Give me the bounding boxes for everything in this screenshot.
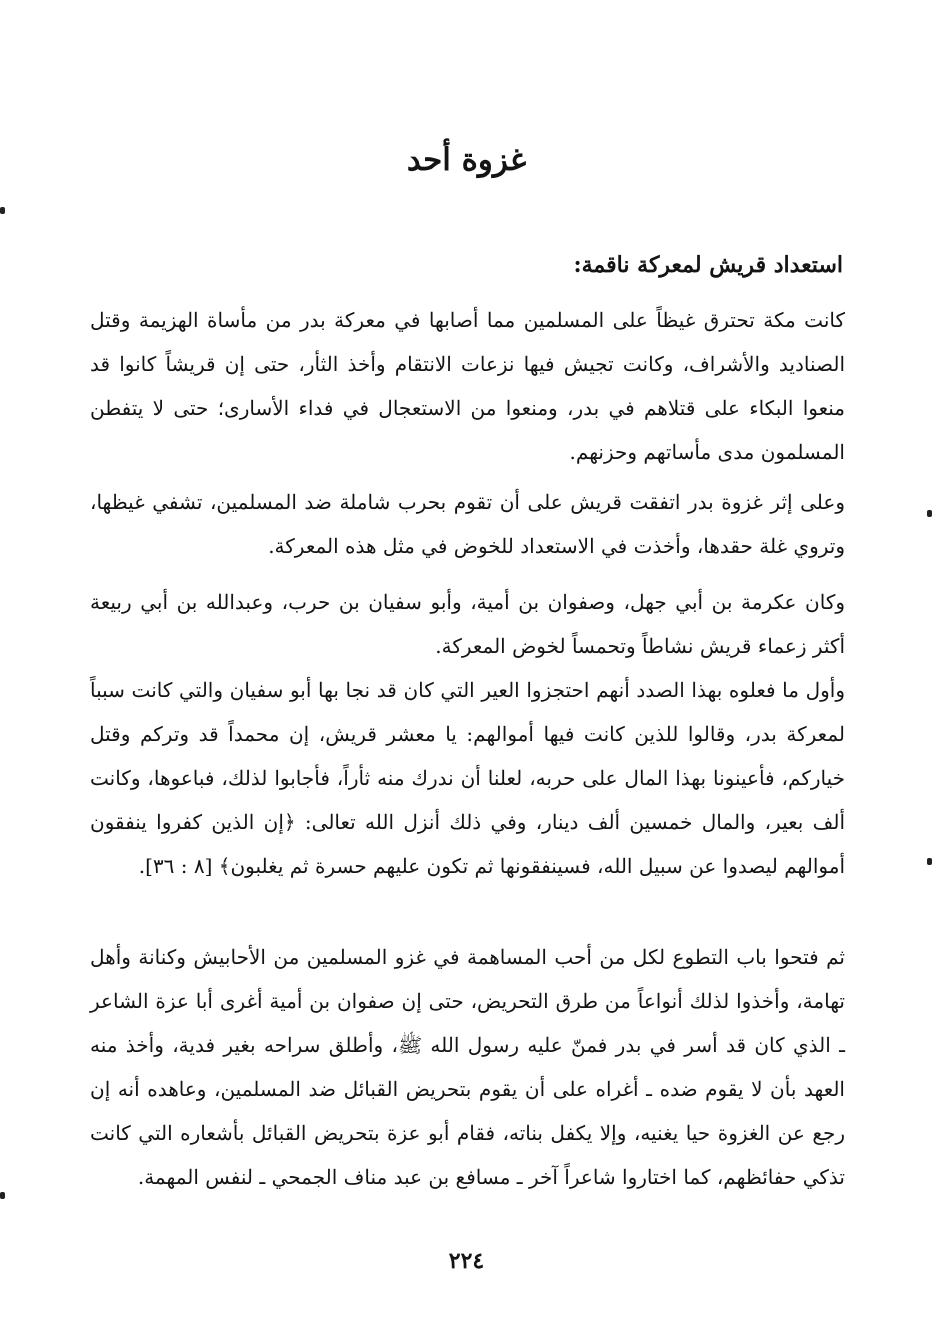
margin-mark — [0, 1192, 5, 1199]
page-number: ٢٢٤ — [448, 1248, 485, 1274]
margin-mark — [927, 510, 932, 517]
page-title: غزوة أحد — [406, 142, 527, 178]
paragraph: وكان عكرمة بن أبي جهل، وصفوان بن أمية، وأبو سفيان بن حرب، وعبدالله بن أبي ربيعة أكثر زعماء قريش نشاطاً وتحمساً لخوض المعركة. — [90, 590, 845, 658]
margin-mark — [0, 207, 5, 214]
paragraph: كانت مكة تحترق غيظاً على المسلمين مما أصابها في معركة بدر من مأساة الهزيمة وقتل الصناديد والأشراف، وكانت تجيش فيها نزعات الانتقام وأخذ الثأر، حتى إن قريشاً كانوا قد منعوا البكاء على قتلاهم في بدر، ومنعوا من الاستعجال في فداء الأسارى؛ حتى لا يتفطن المسلمون مدى مأساتهم وحزنهم. — [90, 308, 845, 464]
section-heading: استعداد قريش لمعركة ناقمة: — [573, 252, 843, 278]
margin-mark — [927, 858, 932, 865]
paragraph: وعلى إثر غزوة بدر اتفقت قريش على أن تقوم بحرب شاملة ضد المسلمين، تشفي غيظها، وتروي غلة حقدها، وأخذت في الاستعداد للخوض في مثل هذه المعركة. — [90, 490, 845, 558]
paragraph: وأول ما فعلوه بهذا الصدد أنهم احتجزوا العير التي كان قد نجا بها أبو سفيان والتي كانت سبباً لمعركة بدر، وقالوا للذين كانت فيها أموالهم: يا معشر قريش، إن محمداً قد وتركم وقتل خياركم، فأعينونا بهذا المال على حربه، لعلنا أن ندرك منه ثأراً، فأجابوا لذلك، فباعوها، وكانت ألف بعير، والمال خمسين ألف دينار، وفي ذلك أنزل الله تعالى: ﴿إن الذين كفروا ينفقون أموالهم ليصدوا عن سبيل الله، فسينفقونها ثم تكون عليهم حسرة ثم يغلبون﴾ [٨ : ٣٦]. — [90, 678, 845, 878]
paragraph: ثم فتحوا باب التطوع لكل من أحب المساهمة في غزو المسلمين من الأحابيش وكنانة وأهل تهامة، وأخذوا لذلك أنواعاً من طرق التحريض، حتى إن صفوان بن أمية أغرى أبا عزة الشاعر ـ الذي كان قد أسر في بدر فمنّ عليه رسول الله ﷺ، وأطلق سراحه بغير فدية، وأخذ منه العهد بأن لا يقوم ضده ـ أغراه على أن يقوم بتحريض القبائل ضد المسلمين، وعاهده أنه إن رجع عن الغزوة حيا يغنيه، وإلا يكفل بناته، فقام أبو عزة بتحريض القبائل بأشعاره التي كانت تذكي حفائظهم، كما اختاروا شاعراً آخر ـ مسافع بن عبد مناف الجمحي ـ لنفس المهمة. — [90, 945, 845, 1189]
